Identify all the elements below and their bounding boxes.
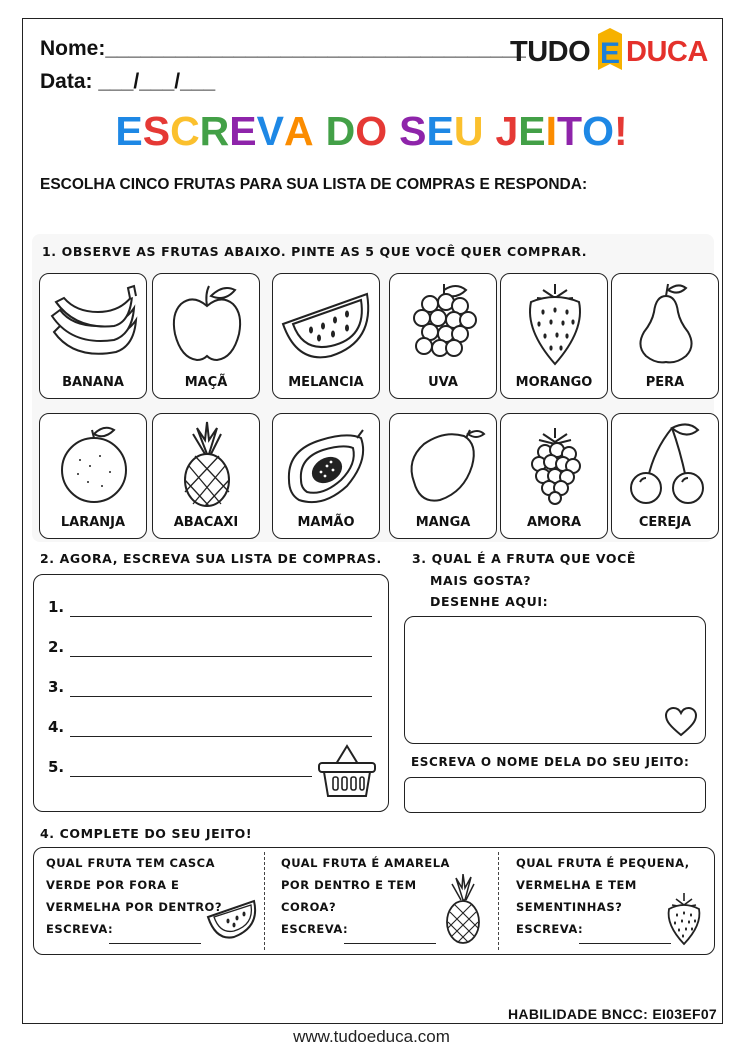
riddle-answer-line[interactable] bbox=[344, 943, 436, 944]
fruit-name: MORANGO bbox=[515, 375, 593, 390]
title-letter: V bbox=[256, 108, 284, 154]
list-write-line[interactable] bbox=[70, 616, 372, 617]
title-letter: D bbox=[325, 108, 356, 154]
basket-icon bbox=[316, 742, 378, 802]
title-letter: J bbox=[495, 108, 519, 154]
tudoeduca-logo bbox=[510, 30, 720, 80]
fruit-name: CEREJA bbox=[638, 515, 692, 530]
title-letter: E bbox=[229, 108, 257, 154]
page-title bbox=[0, 108, 743, 155]
riddle-write-label: ESCREVA: bbox=[516, 922, 584, 936]
fruit-card-watermelon[interactable] bbox=[272, 273, 380, 399]
fruit-name: BANANA bbox=[62, 375, 124, 390]
question-3-label-line3: DESENHE AQUI: bbox=[430, 594, 549, 609]
riddle-text: QUAL FRUTA É AMARELA bbox=[281, 856, 450, 870]
papaya-icon bbox=[277, 420, 377, 508]
question-3-label-line1: 3. QUAL É A FRUTA QUE VOCÊ bbox=[412, 551, 637, 566]
fruit-card-cherry[interactable] bbox=[611, 413, 719, 539]
list-write-line[interactable] bbox=[70, 696, 372, 697]
list-item-number: 1. bbox=[48, 598, 65, 616]
name-field-label: Nome:____________________________________ bbox=[40, 37, 526, 60]
list-item-number: 4. bbox=[48, 718, 65, 736]
question-4-label: 4. COMPLETE DO SEU JEITO! bbox=[40, 826, 253, 841]
fruit-name: UVA bbox=[428, 375, 458, 390]
date-field-label: Data: ___/___/___ bbox=[40, 70, 216, 93]
banana-icon bbox=[44, 280, 144, 368]
fruit-card-grapes[interactable] bbox=[389, 273, 497, 399]
riddle-text: QUAL FRUTA É PEQUENA, bbox=[516, 856, 690, 870]
heart-icon bbox=[664, 706, 698, 738]
riddle-text: QUAL FRUTA TEM CASCA bbox=[46, 856, 216, 870]
riddle-write-label: ESCREVA: bbox=[46, 922, 114, 936]
title-letter: I bbox=[545, 108, 558, 154]
fruit-name: LARANJA bbox=[60, 515, 126, 530]
title-letter: S bbox=[399, 108, 427, 154]
title-letter: ! bbox=[613, 108, 628, 154]
list-item-number: 3. bbox=[48, 678, 65, 696]
question-3-write-label: ESCREVA O NOME DELA DO SEU JEITO: bbox=[411, 755, 690, 769]
strawberry-small-icon bbox=[664, 891, 704, 947]
title-letter: S bbox=[142, 108, 171, 154]
pineapple-small-icon bbox=[442, 874, 484, 946]
book-icon bbox=[594, 26, 626, 76]
favorite-fruit-name-field[interactable] bbox=[404, 777, 706, 813]
title-letter: E bbox=[426, 108, 454, 154]
apple-icon bbox=[157, 280, 257, 368]
cherry-icon bbox=[616, 420, 716, 508]
pear-icon bbox=[616, 280, 716, 368]
svg-text:E: E bbox=[600, 37, 621, 70]
fruit-name: MELANCIA bbox=[288, 375, 364, 390]
title-letter: A bbox=[284, 108, 314, 154]
fruit-card-pineapple[interactable] bbox=[152, 413, 260, 539]
fruit-card-apple[interactable] bbox=[152, 273, 260, 399]
question-3-label-line2: MAIS GOSTA? bbox=[430, 573, 532, 588]
list-write-line[interactable] bbox=[70, 656, 372, 657]
riddle-text: SEMENTINHAS? bbox=[516, 900, 623, 914]
fruit-card-blackberry[interactable] bbox=[500, 413, 608, 539]
riddle-write-label: ESCREVA: bbox=[281, 922, 349, 936]
fruit-name: MANGA bbox=[415, 515, 471, 530]
riddle-answer-line[interactable] bbox=[579, 943, 671, 944]
title-letter bbox=[314, 108, 326, 155]
title-letter: E bbox=[518, 108, 546, 154]
strawberry-icon bbox=[505, 280, 605, 368]
fruit-card-mango[interactable] bbox=[389, 413, 497, 539]
fruit-card-papaya[interactable] bbox=[272, 413, 380, 539]
fruit-name: MAÇÃ bbox=[184, 375, 228, 390]
list-item-number: 5. bbox=[48, 758, 65, 776]
fruit-name: PERA bbox=[645, 375, 685, 390]
riddle-separator bbox=[264, 852, 265, 950]
bncc-skill-code: HABILIDADE BNCC: EI03EF07 bbox=[508, 1006, 717, 1022]
title-letter: C bbox=[170, 108, 200, 154]
title-letter: U bbox=[453, 108, 484, 154]
fruit-card-pear[interactable] bbox=[611, 273, 719, 399]
title-letter: O bbox=[582, 108, 614, 154]
title-letter bbox=[387, 108, 399, 155]
fruit-name: MAMÃO bbox=[297, 515, 355, 530]
title-letter: E bbox=[115, 108, 143, 154]
fruit-name: ABACAXI bbox=[173, 515, 239, 530]
pineapple-icon bbox=[157, 420, 257, 508]
mango-icon bbox=[394, 420, 494, 508]
drawing-area[interactable] bbox=[404, 616, 706, 744]
fruit-card-strawberry[interactable] bbox=[500, 273, 608, 399]
title-letter bbox=[483, 108, 495, 155]
riddle-text: COROA? bbox=[281, 900, 337, 914]
fruit-name: AMORA bbox=[526, 515, 582, 530]
riddle-text: VERDE POR FORA E bbox=[46, 878, 180, 892]
watermelon-icon bbox=[277, 280, 377, 368]
grapes-icon bbox=[394, 280, 494, 368]
list-item-number: 2. bbox=[48, 638, 65, 656]
instruction-text: ESCOLHA CINCO FRUTAS PARA SUA LISTA DE COMPRAS E RESPONDA: bbox=[40, 176, 588, 193]
orange-icon bbox=[44, 420, 144, 508]
list-write-line[interactable] bbox=[70, 776, 312, 777]
riddle-text: POR DENTRO E TEM bbox=[281, 878, 417, 892]
question-1-label: 1. OBSERVE AS FRUTAS ABAIXO. PINTE AS 5 QUE VOCÊ QUER COMPRAR. bbox=[42, 244, 588, 259]
riddle-text: VERMELHA POR DENTRO? bbox=[46, 900, 223, 914]
watermelon-slice-icon bbox=[204, 897, 260, 943]
riddle-separator bbox=[498, 852, 499, 950]
logo-text-duca: DUCA bbox=[626, 36, 708, 68]
fruit-card-banana[interactable] bbox=[39, 273, 147, 399]
riddle-answer-line[interactable] bbox=[109, 943, 201, 944]
title-letter: R bbox=[199, 108, 230, 154]
logo-text-tudo: TUDO bbox=[510, 36, 591, 68]
blackberry-icon bbox=[505, 420, 605, 508]
title-letter: O bbox=[355, 108, 388, 154]
fruit-card-orange[interactable] bbox=[39, 413, 147, 539]
question-2-label: 2. AGORA, ESCREVA SUA LISTA DE COMPRAS. bbox=[40, 551, 382, 566]
website-link[interactable]: www.tudoeduca.com bbox=[293, 1027, 450, 1046]
list-write-line[interactable] bbox=[70, 736, 372, 737]
riddle-text: VERMELHA E TEM bbox=[516, 878, 637, 892]
title-letter: T bbox=[557, 108, 583, 154]
